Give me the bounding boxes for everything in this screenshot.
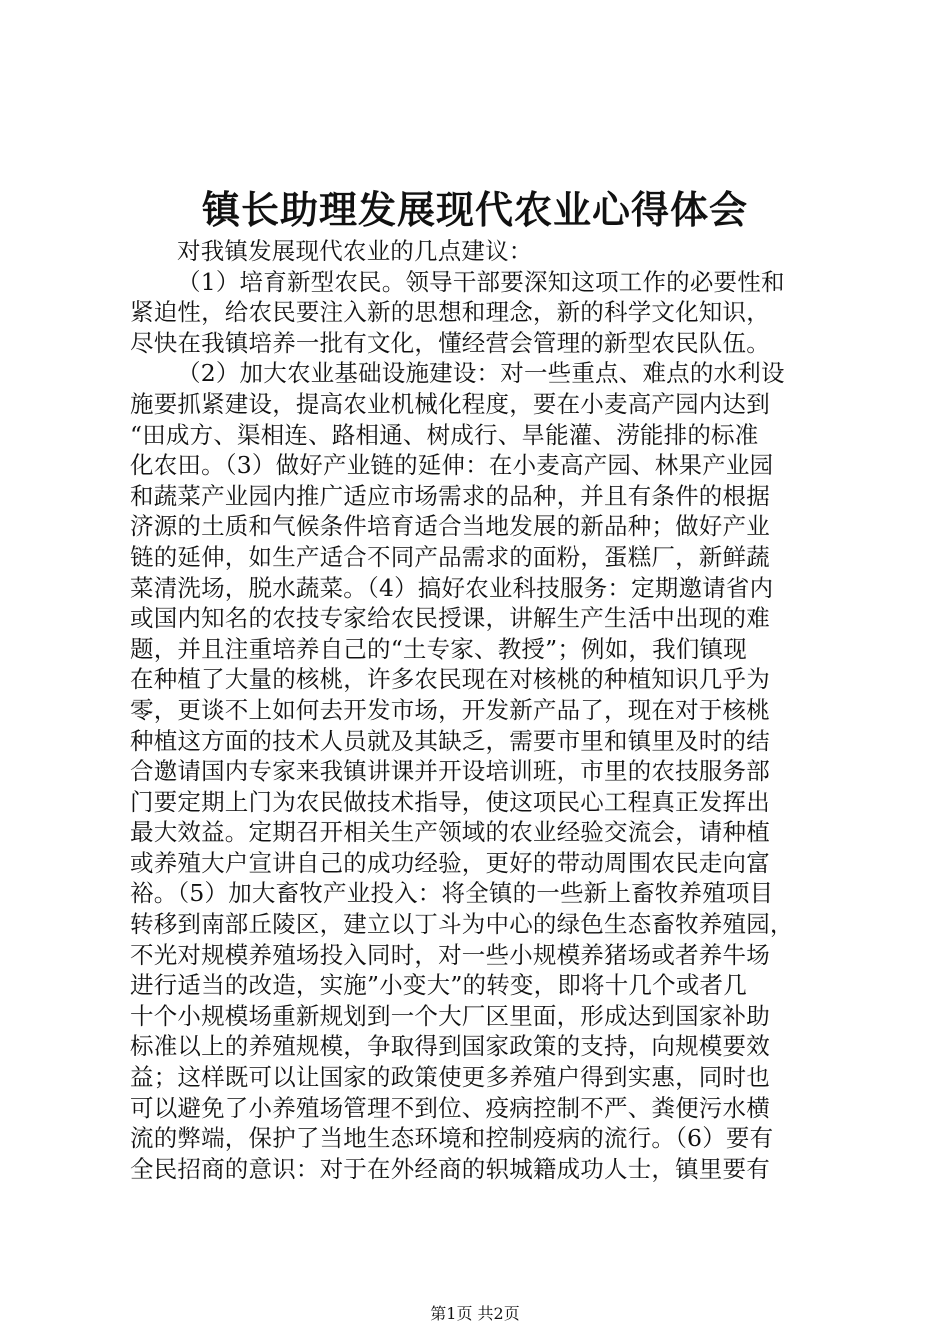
- body-line: 裕。（5）加大畜牧产业投入：将全镇的一些新上畜牧养殖项目: [130, 879, 774, 908]
- body-line: 紧迫性，给农民要注入新的思想和理念，新的科学文化知识，: [130, 298, 770, 327]
- body-line: 十个小规模场重新规划到一个大厂区里面，形成达到国家补助: [130, 1001, 770, 1030]
- body-line: 对我镇发展现代农业的几点建议：: [177, 237, 533, 265]
- body-line: 转移到南部丘陵区，建立以丁斗为中心的绿色生态畜牧养殖园，: [130, 910, 794, 939]
- document-title: 镇长助理发展现代农业心得体会: [201, 187, 748, 232]
- body-line: 门要定期上门为农民做技术指导，使这项民心工程真正发挥出: [130, 787, 770, 816]
- body-line: 链的延伸，如生产适合不同产品需求的面粉，蛋糕厂，新鲜蔬: [130, 542, 770, 571]
- body-line: 在种植了大量的核桃，许多农民现在对核桃的种植知识几乎为: [130, 665, 770, 694]
- body-line: 全民招商的意识：对于在外经商的轵城籍成功人士，镇里要有: [130, 1154, 770, 1183]
- body-line: “田成方、渠相连、路相通、树成行、旱能灌、涝能排的标准: [130, 420, 759, 449]
- body-line: 济源的土质和气候条件培育适合当地发展的新品种；做好产业: [130, 512, 770, 541]
- body-line: 进行适当的改造，实施”小变大”的转变，即将十几个或者几: [130, 971, 747, 1000]
- body-line: 最大效益。定期召开相关生产领域的农业经验交流会，请种植: [130, 818, 770, 847]
- document-body: [130, 236, 830, 1184]
- page-number-footer: 第1页 共2页: [430, 1304, 520, 1323]
- body-line: 和蔬菜产业园内推广适应市场需求的品种，并且有条件的根据: [130, 481, 770, 510]
- body-line: 施要抓紧建设，提高农业机械化程度，要在小麦高产园内达到: [130, 389, 770, 418]
- body-line: （1）培育新型农民。领导干部要深知这项工作的必要性和: [177, 267, 785, 296]
- body-line: 零，更谈不上如何去开发市场，开发新产品了，现在对于核桃: [130, 695, 770, 724]
- body-line: 可以避免了小养殖场管理不到位、疫病控制不严、粪便污水横: [130, 1093, 770, 1122]
- body-line: 合邀请国内专家来我镇讲课并开设培训班，市里的农技服务部: [130, 757, 770, 786]
- body-line: 种植这方面的技术人员就及其缺乏，需要市里和镇里及时的结: [130, 726, 770, 755]
- body-line: 尽快在我镇培养一批有文化，懂经营会管理的新型农民队伍。: [130, 328, 770, 357]
- body-line: （2）加大农业基础设施建设：对一些重点、难点的水利设: [177, 359, 785, 388]
- body-line: 或养殖大户宣讲自己的成功经验，更好的带动周围农民走向富: [130, 848, 770, 877]
- body-line: 化农田。（3）做好产业链的延伸：在小麦高产园、林果产业园: [130, 451, 774, 480]
- body-line: 不光对规模养殖场投入同时，对一些小规模养猪场或者养牛场: [130, 940, 770, 969]
- body-line: 或国内知名的农技专家给农民授课，讲解生产生活中出现的难: [130, 604, 770, 633]
- body-line: 题，并且注重培养自己的“土专家、教授”；例如，我们镇现: [130, 634, 747, 663]
- body-line: 益；这样既可以让国家的政策使更多养殖户得到实惠，同时也: [130, 1063, 770, 1092]
- body-line: 标准以上的养殖规模，争取得到国家政策的支持，向规模要效: [130, 1032, 770, 1061]
- body-line: 菜清洗场，脱水蔬菜。（4）搞好农业科技服务：定期邀请省内: [130, 573, 774, 602]
- body-line: 流的弊端，保护了当地生态环境和控制疫病的流行。（6）要有: [130, 1124, 774, 1153]
